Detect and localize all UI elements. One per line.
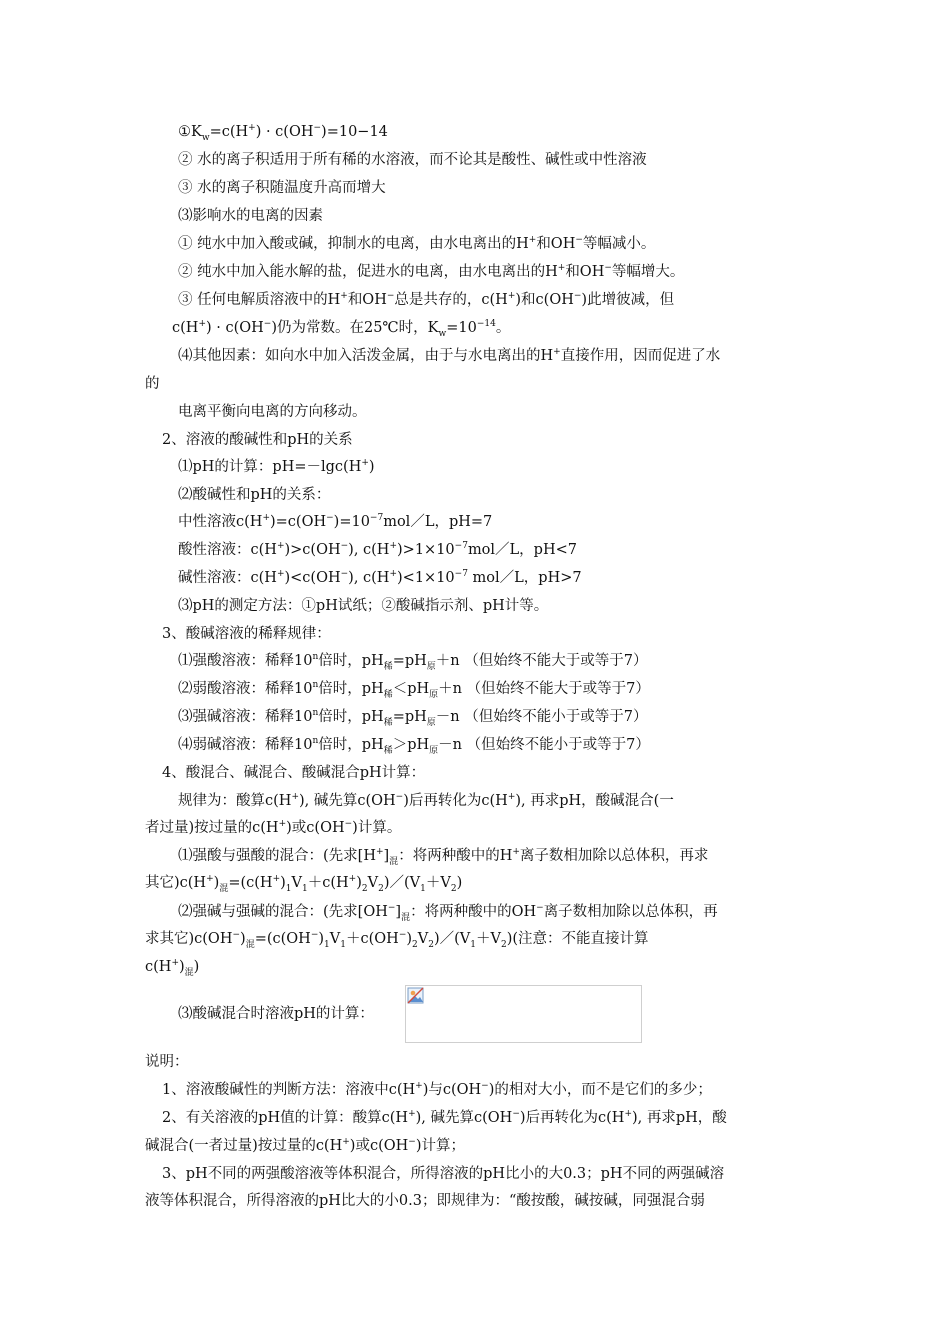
- superscript: +: [389, 541, 398, 552]
- text-run: ): [193, 959, 200, 975]
- subscript: 2: [361, 883, 368, 894]
- text-run: ): [406, 931, 413, 947]
- text-run: ③ 任何电解质溶液中的H: [178, 292, 341, 308]
- text-run: 。: [495, 320, 511, 336]
- formula-line: [145, 873, 462, 893]
- text-line: [178, 457, 375, 477]
- superscript: −: [340, 569, 349, 580]
- superscript: −: [395, 792, 404, 803]
- text-run: 求其它)c(OH: [145, 931, 233, 947]
- text-run: 离子数相加除以总体积，再: [543, 904, 718, 920]
- text-run: =(c(OH: [254, 931, 311, 947]
- text-run: ) · c(OH: [255, 124, 314, 140]
- subscript: 1: [302, 883, 308, 894]
- superscript: −: [263, 319, 272, 330]
- subscript: 原: [426, 661, 436, 672]
- text-line: [178, 902, 718, 922]
- text-run: 酸性溶液：c(H: [178, 542, 277, 558]
- text-run: )和c(OH: [515, 292, 574, 308]
- text-run: ＋V: [425, 875, 451, 891]
- text-line: [145, 1136, 465, 1156]
- text-line: [178, 234, 655, 254]
- text-run: )>c(OH: [284, 542, 341, 558]
- superscript: −: [481, 1081, 489, 1092]
- text-run: ]: [383, 848, 390, 864]
- superscript: +: [348, 874, 357, 885]
- text-run: ＋c(OH: [346, 931, 399, 947]
- text-line: ⑵酸碱性和pH的关系：: [178, 487, 331, 503]
- text-run: ), 碱先算c(OH: [298, 793, 396, 809]
- text-run: )后再转化为c(H: [403, 793, 508, 809]
- broken-image-icon: [407, 987, 425, 1005]
- text-run: =(c(H: [228, 875, 273, 891]
- subscript: 1: [340, 939, 346, 950]
- text-run: ＋V: [476, 931, 501, 947]
- superscript: −: [398, 930, 407, 941]
- superscript: −: [340, 541, 349, 552]
- formula-line: [145, 929, 649, 949]
- dilution-rule: [178, 707, 647, 727]
- text-run: )仍为常数。在25℃时，K: [271, 320, 439, 336]
- text-run: =pH: [392, 709, 427, 725]
- subscript: 1: [470, 939, 477, 950]
- subscript: 原: [429, 689, 439, 700]
- text-line: ③ 水的离子积随温度升高而增大: [178, 180, 386, 196]
- subscript: 稀: [383, 661, 393, 672]
- superscript: −: [408, 1137, 416, 1148]
- superscript: −7: [369, 513, 384, 524]
- text-run: c(H: [172, 320, 199, 336]
- note-item: 3、pH不同的两强酸溶液等体积混合，所得溶液的pH比小的大0.3；pH不同的两强碱溶: [162, 1166, 725, 1182]
- superscript: +: [342, 1137, 350, 1148]
- text-run: ): [240, 931, 246, 947]
- superscript: +: [624, 1109, 632, 1120]
- superscript: −: [536, 903, 544, 914]
- superscript: −7: [454, 569, 468, 580]
- superscript: +: [507, 291, 516, 302]
- text-run: ), 碱先算c(OH: [415, 1110, 513, 1126]
- text-run: 离子数相加除以总体积，再求: [519, 848, 709, 864]
- superscript: −: [386, 291, 395, 302]
- superscript: −: [310, 930, 319, 941]
- superscript: +: [248, 123, 256, 134]
- superscript: −: [313, 123, 322, 134]
- text-run: =c(H: [209, 124, 249, 140]
- text-run: =pH: [392, 653, 427, 669]
- superscript: +: [198, 319, 206, 330]
- text-run: )或c(OH: [349, 1138, 409, 1154]
- text-run: V: [367, 875, 379, 891]
- text-line: 电离平衡向电离的方向移动。: [178, 404, 367, 420]
- subscript: 原: [426, 717, 436, 728]
- subscript: 2: [378, 883, 384, 894]
- subscript: 2: [450, 883, 457, 894]
- superscript: −7: [454, 541, 468, 552]
- superscript: −: [344, 819, 353, 830]
- superscript: +: [340, 291, 348, 302]
- superscript: +: [361, 458, 369, 469]
- superscript: +: [553, 347, 561, 358]
- text-run: ), 再求pH，酸碱混合(一: [515, 793, 674, 809]
- superscript: −: [575, 235, 583, 246]
- text-run: 总是共存的，c(H: [394, 292, 508, 308]
- text-run: 倍时，pH: [318, 709, 384, 725]
- text-run: )<1×10: [397, 570, 455, 586]
- text-line: ⑶pH的测定方法：①pH试纸；②酸碱指示剂、pH计等。: [178, 598, 549, 614]
- text-line: 液等体积混合，所得溶液的pH比大的小0.3；即规律为：“酸按酸，碱按碱，同强混合弱: [145, 1193, 705, 1209]
- superscript: −: [387, 903, 396, 914]
- text-run: ): [178, 959, 185, 975]
- text-run: ), 再求pH，酸: [632, 1110, 727, 1126]
- superscript: +: [557, 263, 566, 274]
- text-run: )=c(OH: [269, 514, 327, 530]
- text-run: )此增彼减，但: [581, 292, 675, 308]
- superscript: +: [389, 569, 398, 580]
- text-run: 碱混合(一者过量)按过量的c(H: [145, 1138, 343, 1154]
- text-run: mol／L，pH<7: [467, 542, 577, 558]
- subscript: 1: [285, 883, 292, 894]
- text-run: ② 纯水中加入能水解的盐，促进水的电离，由水电离出的H: [178, 264, 558, 280]
- subscript: 稀: [383, 717, 393, 728]
- text-run: －n （但始终不能小于或等于7）: [435, 709, 648, 725]
- text-run: 者过量)按过量的c(H: [145, 820, 279, 836]
- superscript: +: [276, 569, 285, 580]
- text-line: [178, 512, 492, 532]
- text-run: ：将两种酸中的H: [398, 848, 513, 864]
- text-run: ), c(H: [348, 570, 390, 586]
- text-run: ＜pH: [392, 681, 430, 697]
- superscript: +: [528, 235, 537, 246]
- text-run: )计算；: [415, 1138, 465, 1154]
- superscript: +: [278, 819, 287, 830]
- text-line: [178, 540, 577, 560]
- subscript: 2: [412, 939, 418, 950]
- text-run: 倍时，pH: [318, 653, 384, 669]
- section-heading: ⑶影响水的电离的因素: [178, 208, 323, 224]
- note-item: [162, 1108, 727, 1128]
- text-run: ): [356, 875, 362, 891]
- text-run: ): [318, 931, 325, 947]
- text-line: ⑶酸碱混合时溶液pH的计算：: [178, 1006, 374, 1022]
- subscript: 2: [428, 939, 434, 950]
- text-run: ): [213, 875, 220, 891]
- text-run: c(H: [145, 959, 172, 975]
- text-run: )<c(OH: [284, 570, 341, 586]
- text-run: ①K: [178, 124, 202, 140]
- superscript: n: [312, 680, 319, 691]
- text-run: 碱性溶液：c(H: [178, 570, 277, 586]
- text-run: ): [280, 875, 286, 891]
- superscript: +: [375, 847, 384, 858]
- notes-heading: 说明：: [145, 1054, 189, 1070]
- text-run: ＋n （但始终不能大于或等于7）: [435, 653, 648, 669]
- text-run: )／(V: [383, 875, 421, 891]
- text-run: 规律为：酸算c(H: [178, 793, 292, 809]
- text-run: V: [417, 931, 429, 947]
- text-run: ⑵强碱与强碱的混合：(先求[OH: [178, 904, 388, 920]
- text-run: )计算。: [352, 820, 402, 836]
- subscript: 2: [501, 939, 507, 950]
- superscript: +: [291, 792, 299, 803]
- text-run: )的相对大小，而不是它们的多少；: [488, 1082, 712, 1098]
- superscript: −: [232, 930, 241, 941]
- text-run: 其它)c(H: [145, 875, 207, 891]
- text-line: [178, 346, 720, 366]
- superscript: +: [408, 1109, 416, 1120]
- superscript: n: [312, 652, 319, 663]
- superscript: −14: [476, 319, 496, 330]
- text-line: [178, 290, 674, 310]
- text-run: ): [368, 459, 375, 475]
- subscript: 混: [245, 939, 255, 950]
- text-line: [178, 846, 708, 866]
- text-run: 倍时，pH: [318, 737, 384, 753]
- text-line: [178, 262, 684, 282]
- text-run: ⑷其他因素：如向水中加入活泼金属，由于与水电离出的H: [178, 348, 554, 364]
- superscript: +: [507, 792, 516, 803]
- text-run: ⑷弱碱溶液：稀释10: [178, 737, 313, 753]
- text-run: ]: [395, 904, 402, 920]
- subscript: 原: [429, 745, 439, 756]
- subscript: 稀: [383, 745, 393, 756]
- subscript: 混: [184, 967, 194, 978]
- text-line: [178, 568, 582, 588]
- text-run: 和OH: [565, 264, 605, 280]
- formula-line: [145, 957, 199, 977]
- superscript: +: [262, 513, 270, 524]
- note-item: [162, 1080, 712, 1100]
- dilution-rule: [178, 735, 650, 755]
- text-run: −14: [357, 124, 388, 140]
- text-line: [178, 791, 674, 811]
- text-run: －n （但始终不能小于或等于7）: [438, 737, 650, 753]
- subscript: w: [438, 328, 447, 339]
- text-run: 1、溶液酸碱性的判断方法：溶液中c(H: [162, 1082, 416, 1098]
- subscript: 1: [420, 883, 426, 894]
- text-run: )后再转化为c(H: [519, 1110, 625, 1126]
- superscript: −: [604, 263, 612, 274]
- text-run: ), c(H: [348, 542, 390, 558]
- subscript: 混: [401, 912, 411, 923]
- text-run: ): [456, 875, 463, 891]
- text-run: mol／L，pH>7: [467, 570, 582, 586]
- superscript: +: [512, 847, 520, 858]
- text-run: 和OH: [536, 236, 576, 252]
- image-placeholder: [405, 985, 642, 1043]
- dilution-rule: [178, 679, 650, 699]
- text-run: )与c(OH: [422, 1082, 482, 1098]
- text-run: 等幅增大。: [611, 264, 685, 280]
- text-run: ＋n （但始终不能大于或等于7）: [438, 681, 650, 697]
- superscript: −: [512, 1109, 520, 1120]
- text-run: V: [329, 931, 341, 947]
- text-run: ) · c(OH: [205, 320, 264, 336]
- text-run: 等幅减小。: [582, 236, 656, 252]
- text-run: )(注意：不能直接计算: [506, 931, 649, 947]
- text-run: )／(V: [433, 931, 471, 947]
- text-run: ① 纯水中加入酸或碱，抑制水的电离，由水电离出的H: [178, 236, 529, 252]
- superscript: +: [171, 958, 179, 969]
- subscript: 1: [324, 939, 330, 950]
- text-run: ⑴强酸溶液：稀释10: [178, 653, 313, 669]
- text-run: ＞pH: [392, 737, 430, 753]
- section-heading: 3、酸碱溶液的稀释规律：: [162, 626, 331, 642]
- subscript: 混: [389, 856, 399, 867]
- text-run: )>1×10: [397, 542, 455, 558]
- text-run: ⑶强碱溶液：稀释10: [178, 709, 313, 725]
- superscript: +: [276, 541, 285, 552]
- text-run: 直接作用，因而促进了水: [560, 348, 721, 364]
- dilution-rule: [178, 651, 647, 671]
- superscript: −: [326, 513, 334, 524]
- text-run: 倍时，pH: [318, 681, 384, 697]
- superscript: +: [415, 1081, 423, 1092]
- text-run: 2、有关溶液的pH值的计算：酸算c(H: [162, 1110, 409, 1126]
- section-heading: 4、酸混合、碱混合、酸碱混合pH计算：: [162, 765, 426, 781]
- text-run: ⑴pH的计算：pH=－lgc(H: [178, 459, 362, 475]
- text-run: ⑵弱酸溶液：稀释10: [178, 681, 313, 697]
- text-run: 和OH: [347, 292, 387, 308]
- superscript: n: [312, 708, 319, 719]
- section-heading: 2、溶液的酸碱性和pH的关系: [162, 432, 353, 448]
- text-line: 的: [145, 376, 160, 392]
- text-run: V: [291, 875, 302, 891]
- text-line: [145, 818, 401, 838]
- superscript: −: [573, 291, 582, 302]
- text-run: )=10: [333, 514, 370, 530]
- text-run: )=10: [321, 124, 358, 140]
- text-run: 中性溶液c(H: [178, 514, 263, 530]
- superscript: +: [206, 874, 214, 885]
- text-run: mol／L，pH=7: [383, 514, 493, 530]
- text-run: )或c(OH: [286, 820, 345, 836]
- subscript: 混: [219, 883, 229, 894]
- text-run: ＋c(H: [307, 875, 349, 891]
- text-run: =10: [446, 320, 477, 336]
- text-line: [172, 318, 510, 338]
- subscript: w: [201, 132, 210, 143]
- text-run: ：将两种酸中的OH: [410, 904, 537, 920]
- text-run: ⑴强酸与强酸的混合：(先求[H: [178, 848, 376, 864]
- subscript: 稀: [383, 689, 393, 700]
- text-line: ② 水的离子积适用于所有稀的水溶液，而不论其是酸性、碱性或中性溶液: [178, 152, 647, 168]
- superscript: +: [272, 874, 281, 885]
- superscript: n: [312, 736, 319, 747]
- formula-ion-product: [178, 122, 388, 142]
